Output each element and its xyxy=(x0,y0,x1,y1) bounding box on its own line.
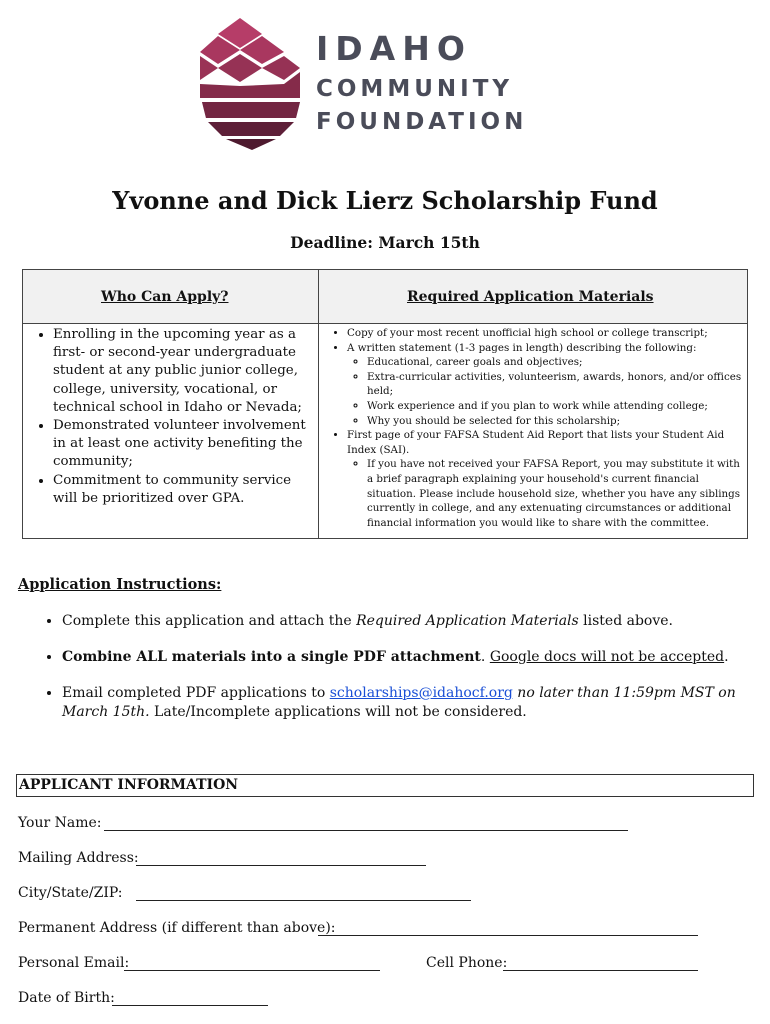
instruction-text: Email completed PDF applications to xyxy=(62,685,330,701)
who-can-apply-header: Who Can Apply? xyxy=(101,289,229,305)
your-name-label: Your Name: xyxy=(18,815,102,831)
permanent-address-label: Permanent Address (if different than above): xyxy=(18,920,336,936)
city-state-zip-label: City/State/ZIP: xyxy=(18,885,123,901)
list-item-text: A written statement (1-3 pages in length) describing the following: xyxy=(347,341,697,354)
list-item xyxy=(62,648,742,667)
logo-text-idaho: IDAHO xyxy=(316,29,472,68)
instructions-heading: Application Instructions: xyxy=(18,576,222,593)
instruction-emphasis: Required Application Materials xyxy=(356,613,579,629)
applicant-info-heading: APPLICANT INFORMATION xyxy=(19,777,239,793)
instruction-text: listed above. xyxy=(578,613,673,629)
list-item xyxy=(62,684,742,722)
list-item xyxy=(347,341,745,429)
city-state-zip-field[interactable] xyxy=(136,900,471,901)
instruction-text: Complete this application and attach the xyxy=(62,613,357,629)
instruction-underlined: Google docs will not be accepted xyxy=(489,649,725,665)
required-materials-header: Required Application Materials xyxy=(407,289,654,305)
pinecone-icon xyxy=(200,18,310,150)
mailing-address-field[interactable] xyxy=(136,865,426,866)
required-materials-list xyxy=(327,326,745,530)
document-title: Yvonne and Dick Lierz Scholarship Fund xyxy=(112,186,658,215)
list-item xyxy=(62,612,742,631)
instruction-text: . xyxy=(480,649,490,665)
table-divider xyxy=(318,270,319,538)
sub-list-item: ◦ Work experience and if you plan to work while attending college; xyxy=(367,399,745,414)
instruction-bold: Combine ALL materials into a single PDF attachment xyxy=(62,649,481,665)
permanent-address-field[interactable] xyxy=(318,935,698,936)
logo-text-foundation: FOUNDATION xyxy=(316,109,528,135)
list-item: • Commitment to community service will be prioritized over GPA. xyxy=(53,472,311,508)
idaho-community-foundation-logo xyxy=(200,18,540,158)
mailing-address-label: Mailing Address: xyxy=(18,850,139,866)
applicant-info-header xyxy=(16,774,754,797)
personal-email-field[interactable] xyxy=(124,970,380,971)
sub-list-item: ◦ Extra-curricular activities, volunteerism, awards, honors, and/or offices held; xyxy=(367,370,745,399)
list-item: • Enrolling in the upcoming year as a first- or second-year undergraduate student at any public junior college, college, university, vocational, or technical school in Idaho or Nevada; xyxy=(53,326,311,417)
sub-list-item: ◦ Why you should be selected for this scholarship; xyxy=(367,414,745,429)
deadline: Deadline: March 15th xyxy=(290,233,480,252)
instruction-text: Late/Incomplete applications will not be considered. xyxy=(149,704,527,720)
table-divider xyxy=(23,323,747,324)
email-link[interactable]: scholarships@idahocf.org xyxy=(329,685,513,701)
instruction-emphasis: no later than 11:59pm MST on March 15th. xyxy=(62,685,736,720)
list-item xyxy=(347,428,745,530)
list-item-text: First page of your FAFSA Student Aid Report that lists your Student Aid Index (SAI). xyxy=(347,429,725,456)
list-item: • Copy of your most recent unofficial high school or college transcript; xyxy=(347,326,745,341)
sub-list-item: ◦ If you have not received your FAFSA Report, you may substitute it with a brief paragraph explaining your household's current financial situation. Please include household size, whether you have any siblings currently in college, and any extenuating circumstances or additional financial information you would like to share with the committee. xyxy=(367,457,745,530)
logo-text-community: COMMUNITY xyxy=(316,76,514,102)
instruction-text: . xyxy=(724,649,729,665)
sub-list-item: ◦ Educational, career goals and objectives; xyxy=(367,355,745,370)
who-can-apply-list xyxy=(31,326,311,508)
date-of-birth-field[interactable] xyxy=(112,1005,268,1006)
eligibility-table xyxy=(22,269,748,539)
personal-email-label: Personal Email: xyxy=(18,955,130,971)
your-name-field[interactable] xyxy=(104,830,628,831)
cell-phone-label: Cell Phone: xyxy=(426,955,508,971)
date-of-birth-label: Date of Birth: xyxy=(18,990,115,1006)
list-item: • Demonstrated volunteer involvement in at least one activity benefiting the community; xyxy=(53,417,311,472)
instructions-list xyxy=(40,612,742,739)
cell-phone-field[interactable] xyxy=(503,970,698,971)
